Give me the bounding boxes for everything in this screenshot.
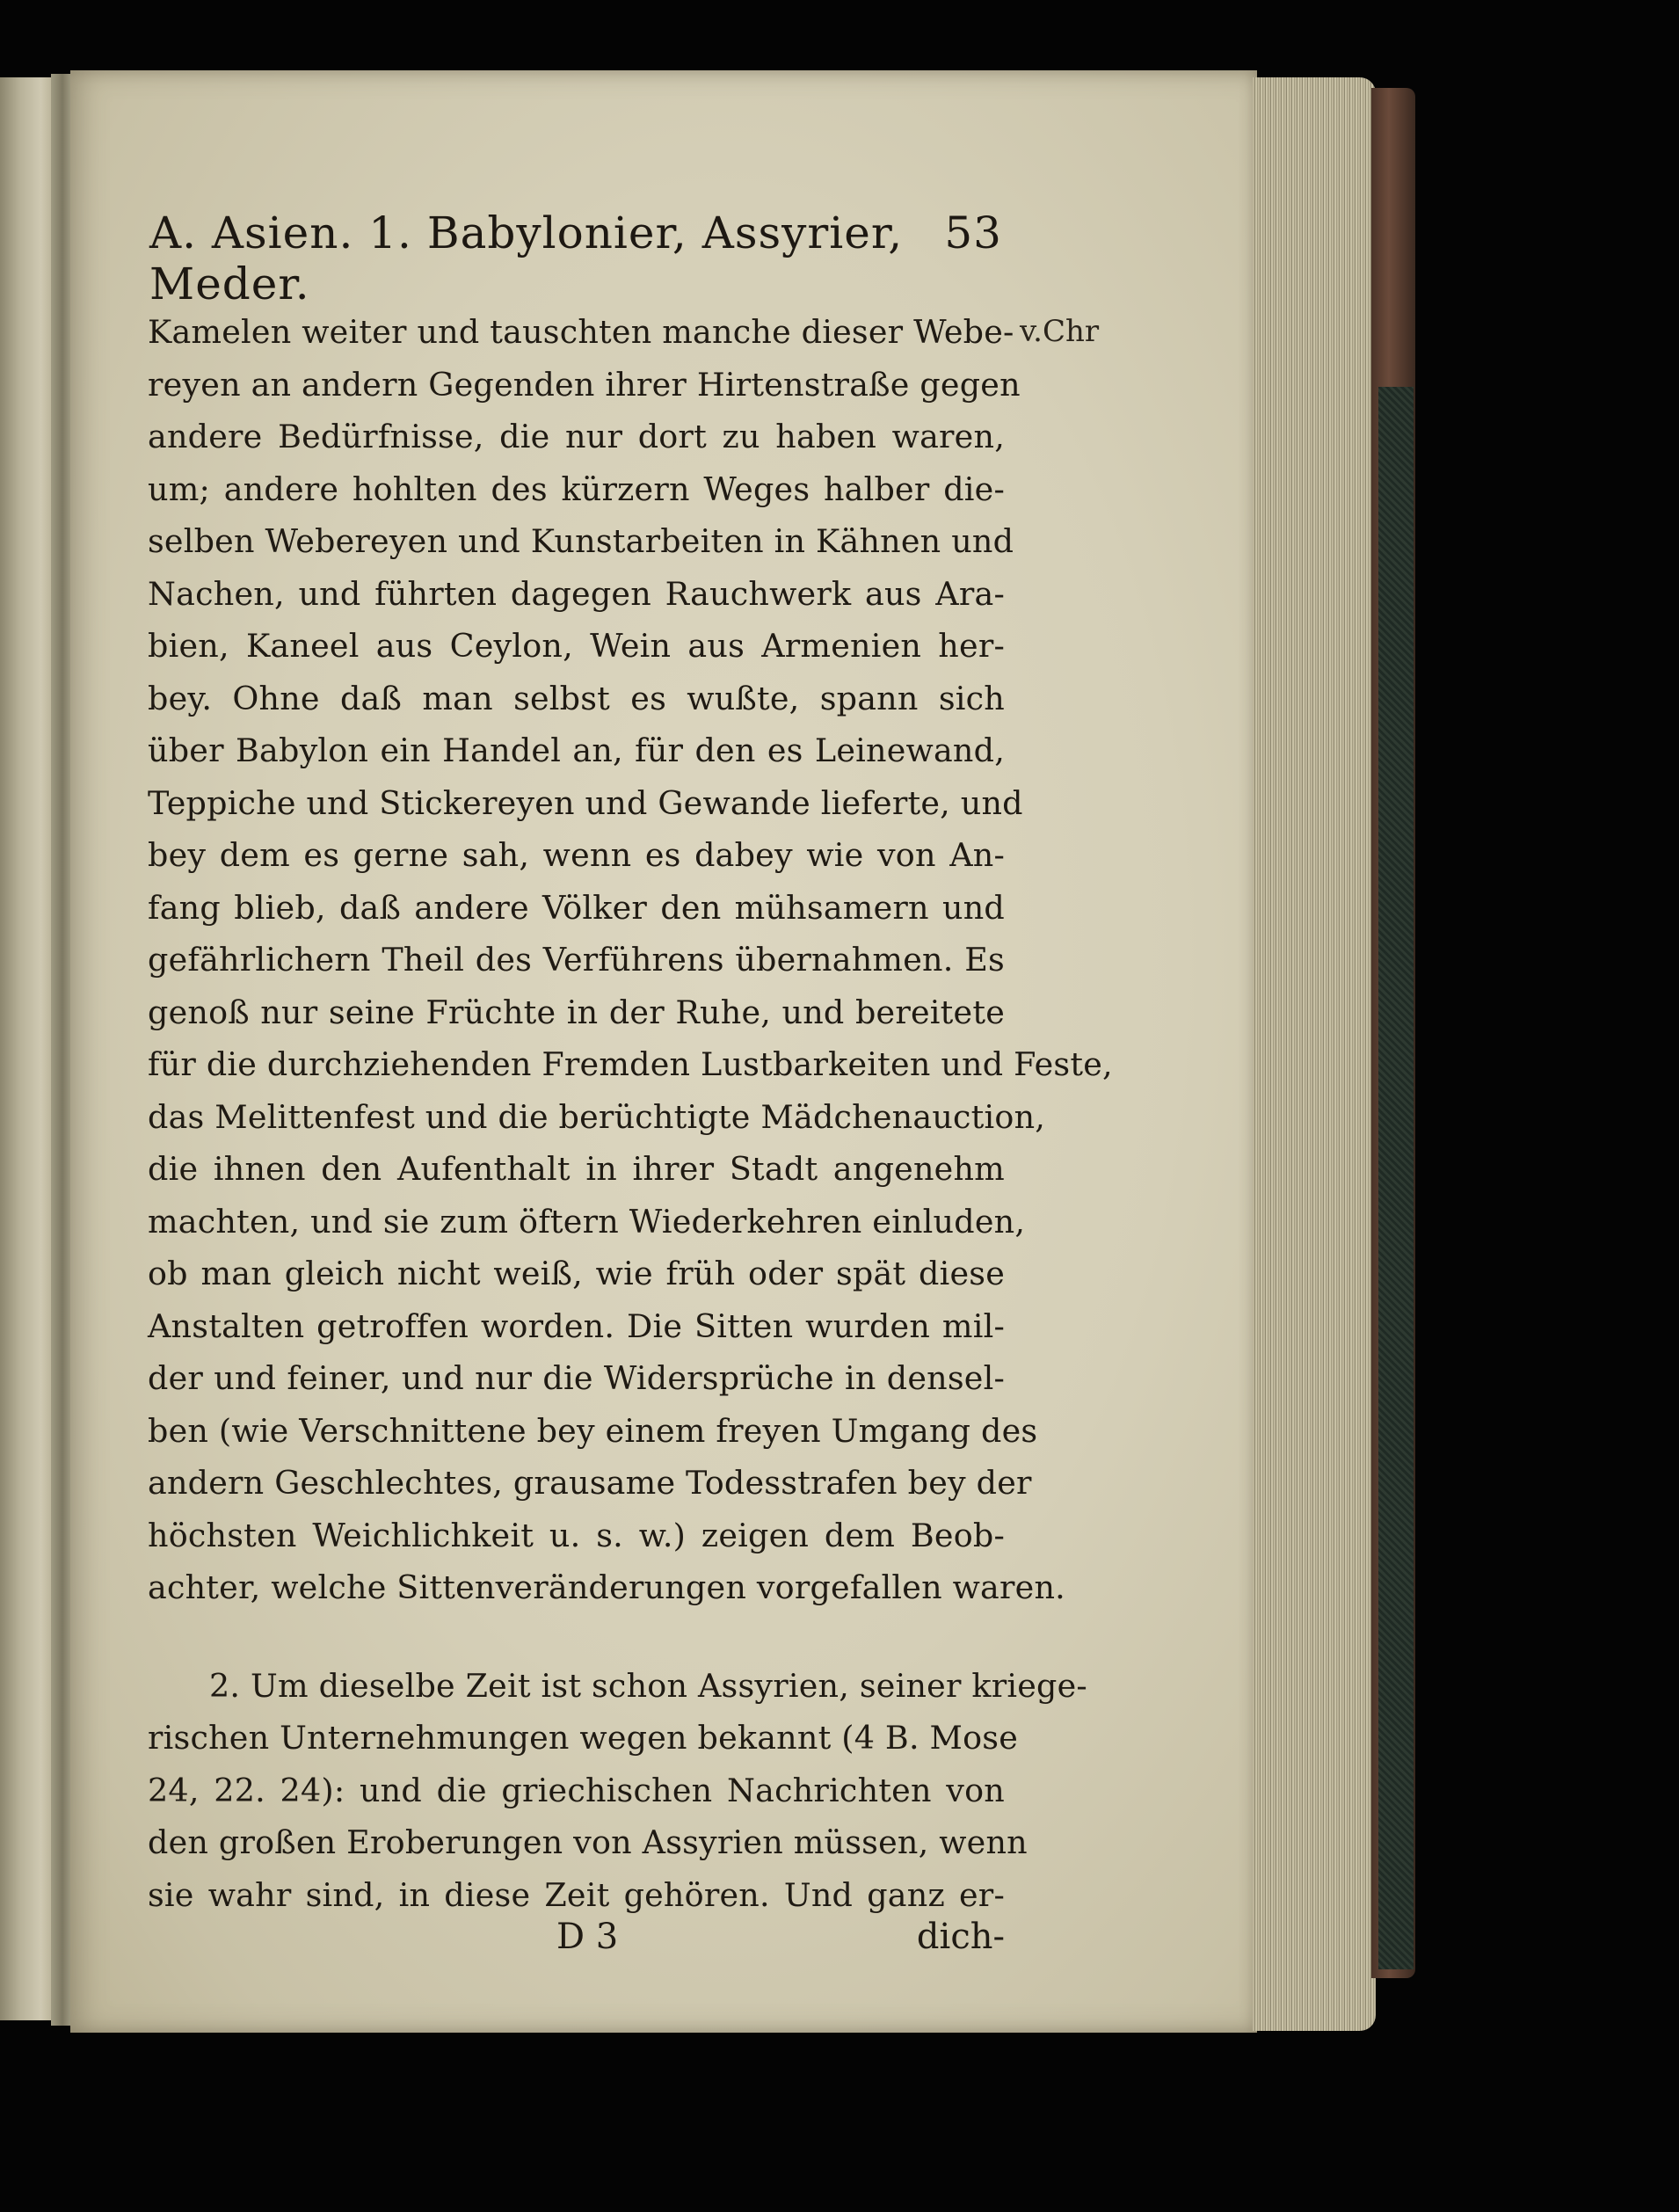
paragraph-2 bbox=[148, 1660, 1087, 1922]
text-line: 24, 22. 24): und die griechischen Nachrichten von bbox=[148, 1771, 1005, 1809]
text-line: sie wahr sind, in diese Zeit gehören. Und ganz er- bbox=[148, 1875, 1005, 1914]
running-header bbox=[149, 207, 1002, 309]
margin-note: v.Chr bbox=[1020, 314, 1100, 349]
text-line: den großen Eroberungen von Assyrien müssen, wenn bbox=[148, 1823, 1028, 1861]
text-line: Kamelen weiter und tauschten manche dieser Webe- bbox=[148, 313, 1014, 351]
text-line: andere Bedürfnisse, die nur dort zu haben waren, bbox=[148, 418, 1005, 455]
text-line: reyen an andern Gegenden ihrer Hirtenstraße gegen bbox=[148, 365, 1021, 404]
paragraph-gap bbox=[148, 1614, 1005, 1660]
catchword: dich- bbox=[916, 1917, 1005, 1957]
signature-mark: D 3 bbox=[556, 1917, 619, 1957]
text-line: das Melittenfest und die berüchtigte Mädchenauction, bbox=[148, 1097, 1046, 1136]
cover-binding bbox=[1378, 387, 1414, 1969]
running-title: A. Asien. 1. Babylonier, Assyrier, Meder. bbox=[149, 207, 904, 309]
text-line: um; andere hohlten des kürzern Weges halber die- bbox=[148, 469, 1005, 508]
text-line: machten, und sie zum öftern Wiederkehren einluden, bbox=[148, 1202, 1026, 1241]
page-number: 53 bbox=[944, 207, 1002, 258]
text-line: achter, welche Sittenveränderungen vorgefallen waren. bbox=[148, 1568, 1065, 1606]
text-line: gefährlichern Theil des Verführens übernahmen. Es bbox=[148, 941, 1005, 979]
text-line: Anstalten getroffen worden. Die Sitten wurden mil- bbox=[148, 1306, 1005, 1345]
text-line: für die durchziehenden Fremden Lustbarkeiten und Feste, bbox=[148, 1045, 1113, 1083]
text-line: rischen Unternehmungen wegen bekannt (4 B. Mose bbox=[148, 1719, 1019, 1757]
text-line: fang blieb, daß andere Völker den mühsamern und bbox=[148, 888, 1005, 927]
page-footer bbox=[148, 1917, 1005, 1969]
text-line: selben Webereyen und Kunstarbeiten in Kähnen und bbox=[148, 522, 1014, 560]
page-edges bbox=[1253, 77, 1376, 2031]
text-line: höchsten Weichlichkeit u. s. w.) zeigen dem Beob- bbox=[148, 1516, 1005, 1554]
text-line: ben (wie Verschnittene bey einem freyen Umgang des bbox=[148, 1411, 1038, 1450]
text-line: bien, Kaneel aus Ceylon, Wein aus Armenien her- bbox=[148, 627, 1005, 665]
text-line: andern Geschlechtes, grausame Todesstrafen bey der bbox=[148, 1464, 1032, 1502]
text-line: 2. Um dieselbe Zeit ist schon Assyrien, seiner kriege- bbox=[209, 1666, 1087, 1705]
text-line: über Babylon ein Handel an, für den es Leinewand, bbox=[148, 731, 1005, 769]
text-line: genoß nur seine Früchte in der Ruhe, und bereitete bbox=[148, 993, 1005, 1031]
left-page-edge bbox=[0, 77, 51, 2020]
text-line: der und feiner, und nur die Widersprüche in densel- bbox=[148, 1359, 1005, 1397]
text-line: Nachen, und führten dagegen Rauchwerk aus Ara- bbox=[148, 574, 1005, 613]
text-line: Teppiche und Stickereyen und Gewande lieferte, und bbox=[148, 783, 1023, 822]
text-line: ob man gleich nicht weiß, wie früh oder spät diese bbox=[148, 1255, 1005, 1292]
text-line: bey dem es gerne sah, wenn es dabey wie von An- bbox=[148, 836, 1005, 874]
text-line: die ihnen den Aufenthalt in ihrer Stadt angenehm bbox=[148, 1150, 1005, 1188]
text-line: bey. Ohne daß man selbst es wußte, spann sich bbox=[148, 679, 1005, 717]
